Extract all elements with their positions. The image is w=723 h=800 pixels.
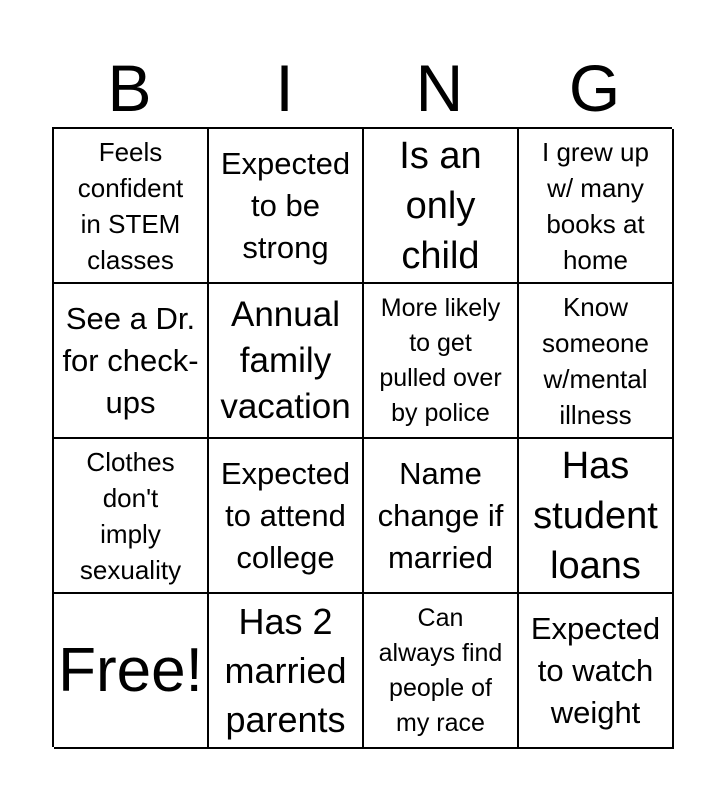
bingo-cell-r1c1[interactable] — [54, 129, 209, 284]
bingo-cell-r1c4[interactable] — [519, 129, 674, 284]
bingo-cell-r1c3[interactable] — [364, 129, 519, 284]
cell-text: Clothes don't imply sexuality — [79, 446, 182, 585]
cell-text: See a Dr. for check- ups — [62, 300, 199, 420]
cell-text: Has student loans — [533, 444, 658, 587]
bingo-cell-r4c3[interactable] — [364, 594, 519, 749]
cell-text: Feels confident in STEM classes — [77, 136, 184, 275]
bingo-cell-r4c2[interactable] — [209, 594, 364, 749]
bingo-board — [52, 127, 672, 747]
bingo-cell-r2c1[interactable] — [54, 284, 209, 439]
bingo-cell-r2c2[interactable] — [209, 284, 364, 439]
cell-text: Can always find people of my race — [378, 603, 503, 737]
bingo-cell-r1c2[interactable] — [209, 129, 364, 284]
cell-text: More likely to get pulled over by police — [379, 293, 502, 427]
cell-text: Annual family vacation — [220, 294, 351, 426]
free-space-label: Free! — [58, 635, 203, 705]
cell-text: I grew up w/ many books at home — [542, 136, 649, 275]
header-letter-g: G — [568, 51, 621, 125]
bingo-cell-r2c3[interactable] — [364, 284, 519, 439]
cell-text: Is an only child — [399, 134, 482, 277]
cell-text: Has 2 married parents — [224, 601, 347, 740]
bingo-cell-r3c3[interactable] — [364, 439, 519, 594]
bingo-cell-r2c4[interactable] — [519, 284, 674, 439]
bingo-cell-r4c1-free[interactable] — [54, 594, 209, 749]
cell-text: Expected to attend college — [220, 455, 351, 575]
cell-text: Expected to be strong — [220, 145, 351, 265]
cell-text: Name change if married — [377, 455, 504, 575]
bingo-cell-r4c4[interactable] — [519, 594, 674, 749]
header-letter-i: I — [275, 51, 294, 125]
header-letter-b: B — [107, 51, 152, 125]
bingo-cell-r3c4[interactable] — [519, 439, 674, 594]
bingo-cell-r3c2[interactable] — [209, 439, 364, 594]
cell-text: Expected to watch weight — [530, 610, 661, 730]
bingo-header — [52, 50, 672, 126]
cell-text: Know someone w/mental illness — [542, 291, 649, 430]
bingo-cell-r3c1[interactable] — [54, 439, 209, 594]
header-letter-n: N — [415, 51, 464, 125]
